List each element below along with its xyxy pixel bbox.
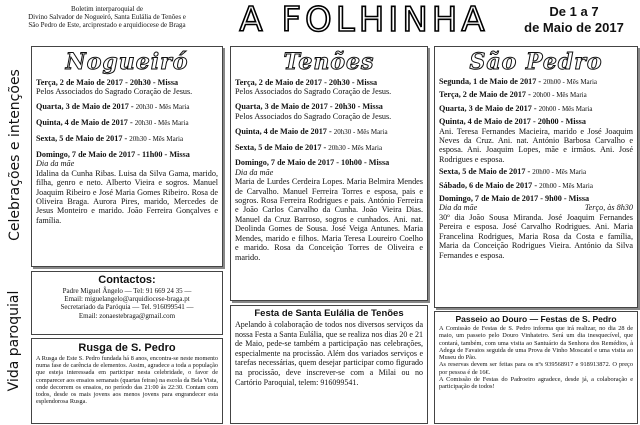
nogueiro-section (31, 46, 223, 267)
tenoes-entry: Domingo, 7 de Maio de 2017 - 10h00 - Missa Dia da mãe Maria de Lurdes Cerdeira Lopes. Maria Belmira Mendes de Carvalho. Manuel Ferreira Torres e esposa, pais e sogros. Rosa Ferreira Rodrigues e pais. António Ferreira e João Carlos Carvalho da Cunha. João Vieira Dias. Manuel da Cruz Barroso, sogros e cunhados. Ani. nat. Deolinda Gomes de Sousa. José Veiga Antunes. Maria Mendes, marido e filhos. Maria Teresa Loureiro Coelho e marido. Rosa da Conceição Torres de Oliveira e marido. (235, 158, 423, 262)
entry-occasion-label: Dia da mãe (439, 203, 478, 213)
entry-date: Terça, 2 de Maio de 2017 (439, 90, 527, 100)
entry-mes-maria: 20h30 - Mês Maria (328, 143, 383, 152)
entry-mass-label: Missa (157, 78, 179, 87)
nogueiro-entry: Terça, 2 de Maio de 2017 - 20h30 - Missa Pelos Associados do Sagrado Coração de Jesus. (36, 78, 218, 97)
passeio-title: Passeio ao Douro — Festas de S. Pedro (455, 314, 617, 324)
nogueiro-entry: Sexta, 5 de Maio de 2017 - 20h30 - Mês Maria (36, 134, 184, 144)
rusga-body: A Rusga de Este S. Pedro fundada há 8 anos, encontra-se neste momento numa fase de carência de elementos. Assim, agradece a toda a população que esteja interessada em participar nesta celebridade, o favor de comparecer aos ensaios semanais (quartas feiras) na escola da Bela Vista, onde decorrem os ensaios, no período das 21:00 às 22:30. Contam com todos, desde os mais jovens aos menos jovens para engrandecer esta esplendorosa Rusga. (36, 355, 218, 406)
entry-mass-label: Missa (565, 117, 586, 127)
entry-date: Segunda, 1 de Maio de 2017 (439, 77, 537, 86)
tenoes-section (230, 46, 428, 301)
tenoes-entry: Terça, 2 de Maio de 2017 - 20h30 - Missa Pelos Associados do Sagrado Coração de Jesus. (235, 78, 423, 97)
entry-mass-label: Missa (368, 158, 390, 168)
entry-hour: 20h30 (334, 102, 356, 112)
tenoes-entry: Quinta, 4 de Maio de 2017 - 20h30 - Mês Maria (235, 126, 388, 136)
entry-hour: 10h00 (341, 158, 362, 168)
entry-occasion-label: Dia da mãe (235, 167, 274, 177)
entry-intentions: Ani. Teresa Fernandes Macieira, marido e José Joaquim Neves da Cruz. Ani. nat. António Barbosa Carvalho e esposa. Ani. Joaquim Lopes, mãe e irmãos. Ani. José Rodrigues e esposa. (439, 126, 633, 164)
passeio-body-2: As reservas devem ser feitas para os nºs 939568917 e 918913872. O preço por pessoa é de 16€. (439, 361, 633, 376)
festa-section (230, 305, 428, 424)
tenoes-entry: Sexta, 5 de Maio de 2017 - 20h30 - Mês Maria (235, 142, 383, 152)
entry-mass-label: Missa (568, 194, 590, 204)
entry-mass-label: Missa (362, 102, 383, 112)
entry-mes-maria: 20h30 - Mês Maria (134, 119, 189, 128)
contact-secretariat-email[interactable]: Email: zonaestebraga@gmail.com (78, 311, 176, 320)
entry-intentions: Idalina da Cunha Ribas. Luisa da Silva Gama, marido, filha, genro e neto. Alberto Vieira e sogros. Manuel Joaquim Ribeiro e José Maria Gomes Ribeiro. Rosa de Oliveira Braga. Aurora Pires, marido, Mercedes de Jesus Monteiro e marido. João Ferreira Gonçalves e família. (36, 168, 218, 225)
bulletin-line-1: Boletim interparoquial de (71, 5, 143, 13)
tenoes-entries (235, 78, 423, 262)
entry-date: Domingo, 7 de Maio de 2017 (439, 194, 539, 204)
entry-date: Quinta, 4 de Maio de 2017 (36, 118, 128, 128)
passeio-body-3: A Comissão de Festas do Padroeiro agradece, desde já, a colaboração e participação de todos! (439, 376, 633, 391)
entry-hour: 20h30 (129, 78, 151, 87)
rusga-title: Rusga de S. Pedro (78, 342, 176, 354)
entry-date: Sábado, 6 de Maio de 2017 (439, 180, 533, 190)
entry-mass-label: Missa (356, 78, 378, 87)
entry-date: Quarta, 3 de Maio de 2017 (36, 102, 129, 112)
tenoes-entry: Quarta, 3 de Maio de 2017 - 20h30 - Missa Pelos Associados do Sagrado Coração de Jesus. (235, 102, 423, 121)
entry-mes-maria: 20h00 - Mês Maria (538, 104, 593, 113)
entry-intentions: Pelos Associados do Sagrado Coração de Jesus. (235, 111, 392, 121)
saopedro-entry: Domingo, 7 de Maio de 2017 - 9h00 - Missa Dia da mãe Terço, às 8h30 30º dia João Sousa Miranda. José Joaquim Fernandes Pereira e esposa. José Carvalho Rodrigues. Ani. Maria Francelina Rodrigues, Maria Rosa da Costa e família, Maria da Conceição Rodrigues Vieira. António da Silva Fernandes e esposa. (439, 194, 633, 260)
entry-terco-label: Terço, às 8h30 (584, 203, 633, 213)
entry-date: Quinta, 4 de Maio de 2017 (439, 117, 531, 127)
tenoes-title: Tenões (283, 49, 375, 75)
entry-occasion-label: Dia da mãe (36, 159, 75, 169)
newsletter-title: A FOLHINHA (239, 0, 489, 40)
festa-body: Apelando à colaboração de todos nos diversos serviços da nossa Festa a Santa Eulália, que se realiza nos dias 20 e 21 de Maio, pede-se também a participação nas celebrações, especialmente na procissão. Além dos variados serviços e tarefas necessárias, quem desejar participar como figurado na procissão, deve inscrever-se com a Milai ou no Cartório Paroquial, telem: 916099541. (235, 320, 423, 387)
entry-date: Quinta, 4 de Maio de 2017 (235, 126, 327, 136)
entry-intentions: Maria de Lurdes Cerdeira Lopes. Maria Belmira Mendes de Carvalho. Manuel Ferreira Torres e esposa, pais e sogros. Rosa Ferreira Rodrigues e pais. António Ferreira e João Carlos Carvalho da Cunha. João Vieira Dias. Manuel da Cruz Barroso, sogros e cunhados. Ani. nat. Deolinda Gomes de Sousa. José Veiga Antunes. Maria Mendes, marido e filhos. Maria Teresa Loureiro Coelho e marido. Rosa da Conceição Torres de Oliveira e marido. (235, 177, 423, 262)
entry-mes-maria: 20h00 - Mês Maria (532, 168, 587, 177)
rusga-section (31, 338, 223, 424)
entry-hour: 9h00 (545, 194, 562, 204)
passeio-section (434, 311, 638, 424)
passeio-body-1: A Comissão de Festas de S. Pedro informa que irá realizar, no dia 28 de maio, um passeio pelo Douro Vinhateiro. Será um dia inesquecível, que contará, também, com uma visita ao Santuário da Senhora dos Remédios, à Adega de Favaios seguida de uma Prova de Vinho Moscatel e uma visita ao Museu do Pão. (439, 325, 633, 362)
festa-title: Festa de Santa Eulália de Tenões (254, 308, 404, 319)
entry-intentions: 30º dia João Sousa Miranda. José Joaquim Fernandes Pereira e esposa. José Carvalho Rodrigues. Ani. Maria Francelina Rodrigues, Maria Rosa da Costa e família, Maria da Conceição Rodrigues Vieira. António da Silva Fernandes e esposa. (439, 212, 633, 260)
entry-date: Domingo, 7 de Maio de 2017 (36, 150, 136, 160)
saopedro-entry: Quarta, 3 de Maio de 2017 - 20h00 - Mês Maria (439, 103, 593, 113)
entry-hour: 20h00 (537, 117, 559, 127)
entry-occasion (235, 168, 423, 177)
saopedro-entries (439, 77, 633, 260)
entry-mes-maria: 20h30 - Mês Maria (129, 135, 184, 144)
entry-mes-maria: 20h00 - Mês Maria (543, 78, 598, 86)
contact-priest-email[interactable]: Email: miguelangelo@arquidiocese-braga.pt (64, 295, 190, 304)
saopedro-entry: Terça, 2 de Maio de 2017 - 20h00 - Mês Maria (439, 90, 587, 100)
entry-date: Domingo, 7 de Maio de 2017 (235, 158, 335, 168)
contacts-section (31, 271, 223, 335)
saopedro-entry: Segunda, 1 de Maio de 2017 - 20h00 - Mês Maria (439, 77, 598, 86)
nogueiro-title: Nogueiró (65, 49, 189, 75)
saopedro-entry: Sexta, 5 de Maio de 2017 - 20h00 - Mês Maria (439, 167, 587, 177)
entry-hour: 11h00 (142, 150, 163, 160)
saopedro-section (434, 46, 638, 308)
entry-mes-maria: 20h00 - Mês Maria (539, 181, 593, 190)
entry-date: Terça, 2 de Maio de 2017 (235, 78, 323, 87)
entry-intentions: Pelos Associados do Sagrado Coração de Jesus. (36, 87, 193, 97)
entry-mes-maria: 20h00 - Mês Maria (532, 91, 587, 100)
entry-hour: 20h30 (328, 78, 350, 87)
entry-date: Quarta, 3 de Maio de 2017 (235, 102, 328, 112)
entry-occasion (439, 203, 633, 212)
entry-intentions: Pelos Associados do Sagrado Coração de Jesus. (235, 87, 392, 97)
sidebar-celebracoes: Celebrações e intenções (7, 69, 23, 241)
nogueiro-entry: Quarta, 3 de Maio de 2017 - 20h30 - Mês Maria (36, 102, 190, 112)
entry-mes-maria: 20h30 - Mês Maria (135, 103, 190, 112)
nogueiro-entry: Domingo, 7 de Maio de 2017 - 11h00 - Missa Dia da mãe Idalina da Cunha Ribas. Luisa da Silva Gama, marido, filha, genro e neto. Alberto Vieira e sogros. Manuel Joaquim Ribeiro e José Maria Gomes Ribeiro. Rosa de Oliveira Braga. Aurora Pires, marido, Mercedes de Jesus Monteiro e marido. João Ferreira Gonçalves e família. (36, 150, 218, 225)
nogueiro-entries (36, 78, 218, 225)
entry-date: Sexta, 5 de Maio de 2017 (36, 134, 123, 144)
entry-date: Sexta, 5 de Maio de 2017 (235, 142, 322, 152)
nogueiro-entry: Quinta, 4 de Maio de 2017 - 20h30 - Mês Maria (36, 118, 189, 128)
entry-occasion (36, 159, 218, 168)
entry-mes-maria: 20h30 - Mês Maria (333, 127, 388, 136)
date-range-line-1: De 1 a 7 (549, 4, 599, 19)
bulletin-info-box (2, 2, 212, 42)
saopedro-title: São Pedro (469, 49, 603, 75)
saopedro-entry: Sábado, 6 de Maio de 2017 - 20h00 - Mês Maria (439, 180, 593, 190)
bulletin-line-3: São Pedro de Este, arciprestado e arquidiocese de Braga (28, 21, 186, 30)
bulletin-line-2: Divino Salvador de Nogueiró, Santa Eulália de Tenões e (28, 13, 186, 22)
saopedro-entry: Quinta, 4 de Maio de 2017 - 20h00 - Missa Ani. Teresa Fernandes Macieira, marido e José Joaquim Neves da Cruz. Ani. nat. António Barbosa Carvalho e esposa. Ani. Joaquim Lopes, mãe e irmãos. Ani. José Rodrigues e esposa. (439, 117, 633, 164)
contact-secretariat: Secretariado da Paróquia — Tel. 916099541 — (60, 303, 194, 312)
entry-date: Quarta, 3 de Maio de 2017 (439, 103, 532, 113)
sidebar-vida-paroquial: Vida paroquial (6, 290, 22, 392)
entry-mass-label: Missa (169, 150, 190, 160)
contacts-title: Contactos: (98, 274, 156, 286)
entry-date: Sexta, 5 de Maio de 2017 (439, 167, 526, 177)
date-range-line-2: de Maio de 2017 (524, 20, 624, 35)
entry-date: Terça, 2 de Maio de 2017 (36, 78, 124, 87)
contact-priest: Padre Miguel Ângelo — Tel: 91 669 24 35 — (62, 287, 192, 295)
